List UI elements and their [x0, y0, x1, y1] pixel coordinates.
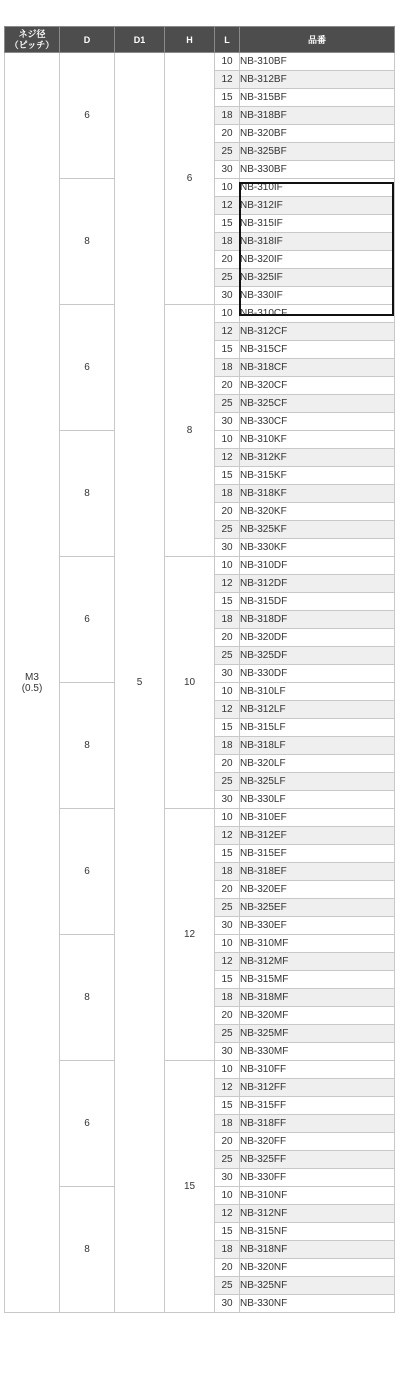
- part-number-cell: NB-312CF: [240, 323, 395, 341]
- part-number-cell: NB-310BF: [240, 53, 395, 71]
- part-number-cell: NB-330CF: [240, 413, 395, 431]
- l-value-cell: 25: [215, 1277, 240, 1295]
- thread-size-cell: [5, 53, 60, 1313]
- part-number-cell: NB-318BF: [240, 107, 395, 125]
- part-number-cell: NB-318KF: [240, 485, 395, 503]
- part-number-cell: NB-318MF: [240, 989, 395, 1007]
- l-value-cell: 18: [215, 359, 240, 377]
- l-value-cell: 30: [215, 539, 240, 557]
- d1-value-cell: 5: [115, 53, 165, 1313]
- part-number-cell: NB-318EF: [240, 863, 395, 881]
- part-number-cell: NB-315DF: [240, 593, 395, 611]
- l-value-cell: 20: [215, 881, 240, 899]
- part-number-cell: NB-315KF: [240, 467, 395, 485]
- l-value-cell: 10: [215, 179, 240, 197]
- thread-pitch-value: (0.5): [21, 682, 43, 694]
- l-value-cell: 12: [215, 1205, 240, 1223]
- l-value-cell: 30: [215, 665, 240, 683]
- part-number-cell: NB-315NF: [240, 1223, 395, 1241]
- h-value-cell: 15: [165, 1061, 215, 1313]
- spec-table-container: [4, 26, 394, 1313]
- part-number-cell: NB-310LF: [240, 683, 395, 701]
- l-value-cell: 18: [215, 989, 240, 1007]
- l-value-cell: 30: [215, 917, 240, 935]
- table-row: [5, 305, 395, 323]
- table-row: [5, 1061, 395, 1079]
- l-value-cell: 15: [215, 1097, 240, 1115]
- part-number-cell: NB-320DF: [240, 629, 395, 647]
- part-number-cell: NB-320KF: [240, 503, 395, 521]
- part-number-cell: NB-318NF: [240, 1241, 395, 1259]
- l-value-cell: 18: [215, 233, 240, 251]
- part-number-cell: NB-325FF: [240, 1151, 395, 1169]
- part-number-cell: NB-325CF: [240, 395, 395, 413]
- d-value-cell: 8: [60, 683, 115, 809]
- d-value-cell: 6: [60, 305, 115, 431]
- l-value-cell: 12: [215, 575, 240, 593]
- h-value-cell: 12: [165, 809, 215, 1061]
- l-value-cell: 30: [215, 1169, 240, 1187]
- l-value-cell: 30: [215, 1295, 240, 1313]
- part-number-cell: NB-320CF: [240, 377, 395, 395]
- part-number-cell: NB-310DF: [240, 557, 395, 575]
- l-value-cell: 25: [215, 1151, 240, 1169]
- l-value-cell: 30: [215, 1043, 240, 1061]
- l-value-cell: 25: [215, 899, 240, 917]
- l-value-cell: 15: [215, 467, 240, 485]
- l-value-cell: 10: [215, 53, 240, 71]
- header-thread-size: [5, 27, 60, 53]
- l-value-cell: 12: [215, 197, 240, 215]
- l-value-cell: 12: [215, 827, 240, 845]
- l-value-cell: 15: [215, 719, 240, 737]
- part-number-cell: NB-325DF: [240, 647, 395, 665]
- l-value-cell: 18: [215, 1115, 240, 1133]
- l-value-cell: 30: [215, 287, 240, 305]
- header-thread-line1: ネジ径: [18, 28, 46, 39]
- l-value-cell: 25: [215, 1025, 240, 1043]
- part-number-cell: NB-312FF: [240, 1079, 395, 1097]
- part-number-cell: NB-318IF: [240, 233, 395, 251]
- part-number-cell: NB-315BF: [240, 89, 395, 107]
- part-number-cell: NB-315EF: [240, 845, 395, 863]
- l-value-cell: 10: [215, 305, 240, 323]
- part-number-cell: NB-320BF: [240, 125, 395, 143]
- l-value-cell: 15: [215, 845, 240, 863]
- l-value-cell: 15: [215, 341, 240, 359]
- l-value-cell: 10: [215, 809, 240, 827]
- part-number-cell: NB-318LF: [240, 737, 395, 755]
- header-row: [5, 27, 395, 53]
- part-number-cell: NB-320IF: [240, 251, 395, 269]
- l-value-cell: 30: [215, 413, 240, 431]
- l-value-cell: 10: [215, 1187, 240, 1205]
- part-number-cell: NB-325NF: [240, 1277, 395, 1295]
- l-value-cell: 18: [215, 1241, 240, 1259]
- l-value-cell: 15: [215, 215, 240, 233]
- thread-size-value: M3: [25, 671, 39, 683]
- part-number-cell: NB-318FF: [240, 1115, 395, 1133]
- header-d: D: [60, 27, 115, 53]
- part-number-cell: NB-312BF: [240, 71, 395, 89]
- part-number-cell: NB-325LF: [240, 773, 395, 791]
- l-value-cell: 15: [215, 1223, 240, 1241]
- l-value-cell: 20: [215, 755, 240, 773]
- part-number-cell: NB-315LF: [240, 719, 395, 737]
- part-number-cell: NB-312NF: [240, 1205, 395, 1223]
- part-number-cell: NB-310NF: [240, 1187, 395, 1205]
- l-value-cell: 15: [215, 971, 240, 989]
- part-number-cell: NB-312IF: [240, 197, 395, 215]
- l-value-cell: 10: [215, 1061, 240, 1079]
- part-number-cell: NB-310FF: [240, 1061, 395, 1079]
- l-value-cell: 18: [215, 107, 240, 125]
- l-value-cell: 18: [215, 611, 240, 629]
- d-value-cell: 8: [60, 431, 115, 557]
- l-value-cell: 18: [215, 485, 240, 503]
- part-number-cell: NB-330IF: [240, 287, 395, 305]
- part-number-cell: NB-330NF: [240, 1295, 395, 1313]
- part-number-cell: NB-310KF: [240, 431, 395, 449]
- l-value-cell: 12: [215, 701, 240, 719]
- l-value-cell: 20: [215, 629, 240, 647]
- part-number-cell: NB-312LF: [240, 701, 395, 719]
- l-value-cell: 25: [215, 773, 240, 791]
- part-number-cell: NB-320FF: [240, 1133, 395, 1151]
- l-value-cell: 20: [215, 1133, 240, 1151]
- part-number-cell: NB-320NF: [240, 1259, 395, 1277]
- table-row: [5, 557, 395, 575]
- part-number-cell: NB-312EF: [240, 827, 395, 845]
- part-number-cell: NB-318DF: [240, 611, 395, 629]
- part-number-cell: NB-325KF: [240, 521, 395, 539]
- l-value-cell: 15: [215, 593, 240, 611]
- l-value-cell: 25: [215, 647, 240, 665]
- l-value-cell: 20: [215, 503, 240, 521]
- l-value-cell: 25: [215, 143, 240, 161]
- part-number-cell: NB-325IF: [240, 269, 395, 287]
- header-thread-line2: （ピッチ）: [9, 39, 55, 50]
- part-number-cell: NB-310CF: [240, 305, 395, 323]
- spec-table: [4, 26, 395, 1313]
- part-number-cell: NB-330LF: [240, 791, 395, 809]
- table-row: [5, 809, 395, 827]
- l-value-cell: 20: [215, 251, 240, 269]
- part-number-cell: NB-320MF: [240, 1007, 395, 1025]
- part-number-cell: NB-330KF: [240, 539, 395, 557]
- l-value-cell: 10: [215, 935, 240, 953]
- header-d1: D1: [115, 27, 165, 53]
- l-value-cell: 10: [215, 557, 240, 575]
- l-value-cell: 12: [215, 1079, 240, 1097]
- l-value-cell: 18: [215, 863, 240, 881]
- part-number-cell: NB-330EF: [240, 917, 395, 935]
- part-number-cell: NB-330BF: [240, 161, 395, 179]
- spec-table-body: [5, 53, 395, 1313]
- part-number-cell: NB-310EF: [240, 809, 395, 827]
- h-value-cell: 6: [165, 53, 215, 305]
- header-part-number: 品番: [240, 27, 395, 53]
- part-number-cell: NB-315FF: [240, 1097, 395, 1115]
- header-h: H: [165, 27, 215, 53]
- d-value-cell: 6: [60, 557, 115, 683]
- l-value-cell: 25: [215, 521, 240, 539]
- part-number-cell: NB-312MF: [240, 953, 395, 971]
- part-number-cell: NB-315MF: [240, 971, 395, 989]
- d-value-cell: 6: [60, 53, 115, 179]
- d-value-cell: 6: [60, 1061, 115, 1187]
- part-number-cell: NB-310MF: [240, 935, 395, 953]
- d-value-cell: 6: [60, 809, 115, 935]
- part-number-cell: NB-325EF: [240, 899, 395, 917]
- table-row: [5, 53, 395, 71]
- part-number-cell: NB-312KF: [240, 449, 395, 467]
- l-value-cell: 12: [215, 953, 240, 971]
- part-number-cell: NB-312DF: [240, 575, 395, 593]
- h-value-cell: 8: [165, 305, 215, 557]
- l-value-cell: 10: [215, 683, 240, 701]
- l-value-cell: 12: [215, 323, 240, 341]
- l-value-cell: 18: [215, 737, 240, 755]
- l-value-cell: 12: [215, 71, 240, 89]
- l-value-cell: 30: [215, 161, 240, 179]
- l-value-cell: 20: [215, 1259, 240, 1277]
- part-number-cell: NB-310IF: [240, 179, 395, 197]
- part-number-cell: NB-325MF: [240, 1025, 395, 1043]
- l-value-cell: 20: [215, 377, 240, 395]
- part-number-cell: NB-330DF: [240, 665, 395, 683]
- d-value-cell: 8: [60, 1187, 115, 1313]
- part-number-cell: NB-318CF: [240, 359, 395, 377]
- l-value-cell: 10: [215, 431, 240, 449]
- l-value-cell: 25: [215, 395, 240, 413]
- l-value-cell: 12: [215, 449, 240, 467]
- part-number-cell: NB-320EF: [240, 881, 395, 899]
- d-value-cell: 8: [60, 935, 115, 1061]
- part-number-cell: NB-315IF: [240, 215, 395, 233]
- header-l: L: [215, 27, 240, 53]
- h-value-cell: 10: [165, 557, 215, 809]
- part-number-cell: NB-325BF: [240, 143, 395, 161]
- part-number-cell: NB-330FF: [240, 1169, 395, 1187]
- part-number-cell: NB-315CF: [240, 341, 395, 359]
- d-value-cell: 8: [60, 179, 115, 305]
- l-value-cell: 25: [215, 269, 240, 287]
- l-value-cell: 20: [215, 125, 240, 143]
- l-value-cell: 15: [215, 89, 240, 107]
- part-number-cell: NB-330MF: [240, 1043, 395, 1061]
- l-value-cell: 20: [215, 1007, 240, 1025]
- part-number-cell: NB-320LF: [240, 755, 395, 773]
- l-value-cell: 30: [215, 791, 240, 809]
